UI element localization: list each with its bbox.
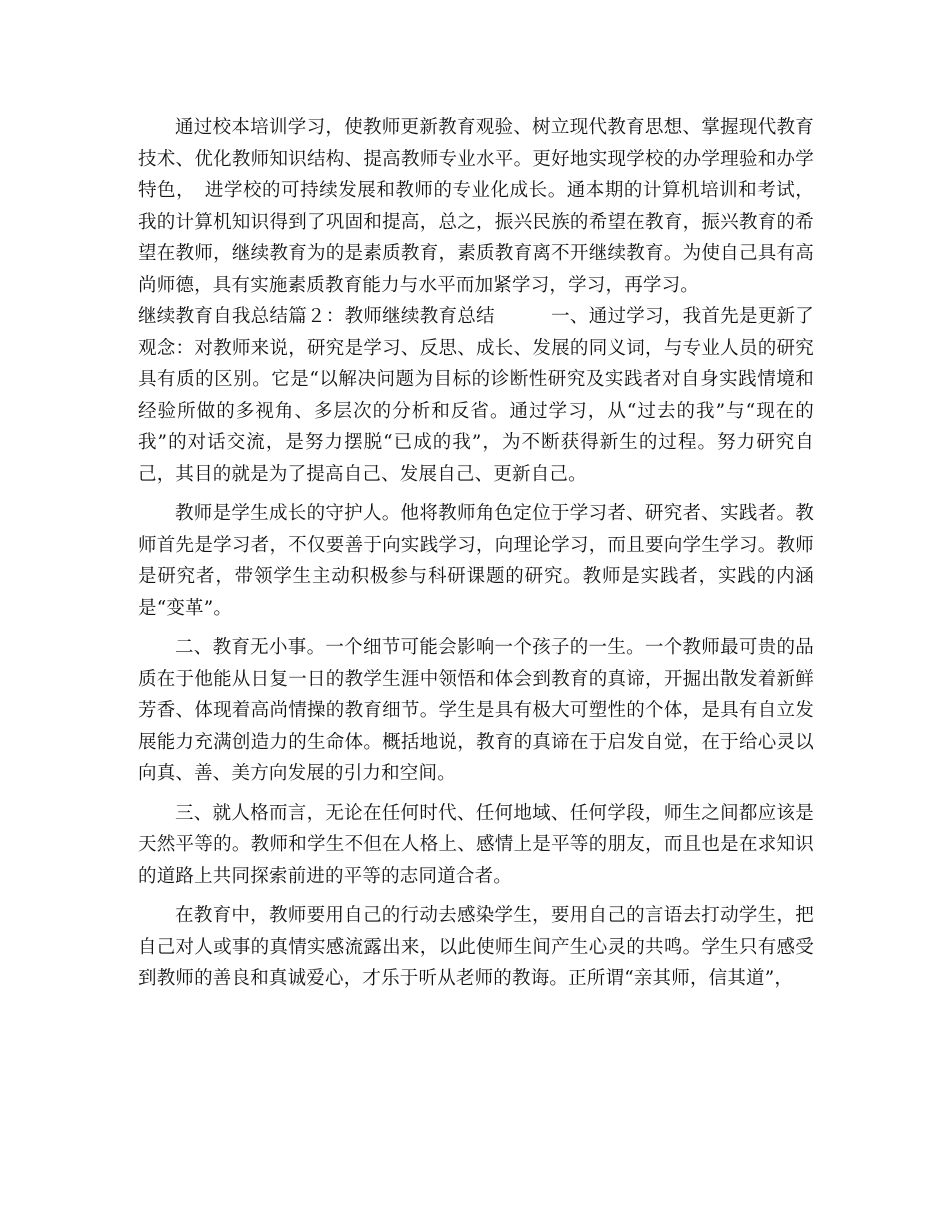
paragraph-training-summary: 通过校本培训学习，使教师更新教育观验、树立现代教育思想、掌握现代教育技术、优化教师知识结构、提高教师专业水平。更好地实现学校的办学理验和办学特色， 进学校的可持续发展和教师的专业化成长。通本期的计算机培训和考试，我的计算机知识得到了巩固和提高，总之，振兴民族的希望在教育，振兴教育的希望在教师，继续教育为的是素质教育，素质教育离不开继续教育。为使自己具有高尚师德，具有实施素质教育能力与水平而加紧学习，学习，再学习。 [138,117,814,296]
paragraph-section-2-heading: 继续教育自我总结篇２：教师继续教育总结 一、通过学习，我首先是更新了观念：对教师来说，研究是学习、反思、成长、发展的同义词，与专业人员的研究具有质的区别。它是“以解决问题为目标的诊断性研究及实践者对自身实践情境和经验所做的多视角、多层次的分析和反省。通过学习，从“过去的我”与“现在的我”的对话交流，是努力摆脱“已成的我”，为不断获得新生的过程。努力研究自己，其目的就是为了提高自己、发展自己、更新自己。 [138,306,814,485]
document-page [138,112,814,995]
paragraph-teacher-roles: 教师是学生成长的守护人。他将教师角色定位于学习者、研究者、实践者。教师首先是学习者，不仅要善于向实践学习，向理论学习，而且要向学生学习。教师是研究者，带领学生主动积极参与科研课题的研究。教师是实践者，实践的内涵是“变革”。 [138,503,814,619]
paragraph-equality: 三、就人格而言，无论在任何时代、任何地域、任何学段，师生之间都应该是天然平等的。教师和学生不但在人格上、感情上是平等的朋友，而且也是在求知识的道路上共同探索前进的平等的志同道合者。 [138,802,814,887]
paragraph-teacher-example: 在教育中，教师要用自己的行动去感染学生，要用自己的言语去打动学生，把自己对人或事的真情实感流露出来，以此使师生间产生心灵的共鸣。学生只有感受到教师的善良和真诚爱心，才乐于听从老师的教诲。正所谓“亲其师，信其道”， [138,905,814,989]
paragraph-education-details: 二、教育无小事。一个细节可能会影响一个孩子的一生。一个教师最可贵的品质在于他能从日复一日的教学生涯中领悟和体会到教育的真谛，开掘出散发着新鲜芳香、体现着高尚情操的教育细节。学生是具有极大可塑性的个体，是具有自立发展能力充满创造力的生命体。概括地说，教育的真谛在于启发自觉，在于给心灵以向真、善、美方向发展的引力和空间。 [138,637,814,784]
